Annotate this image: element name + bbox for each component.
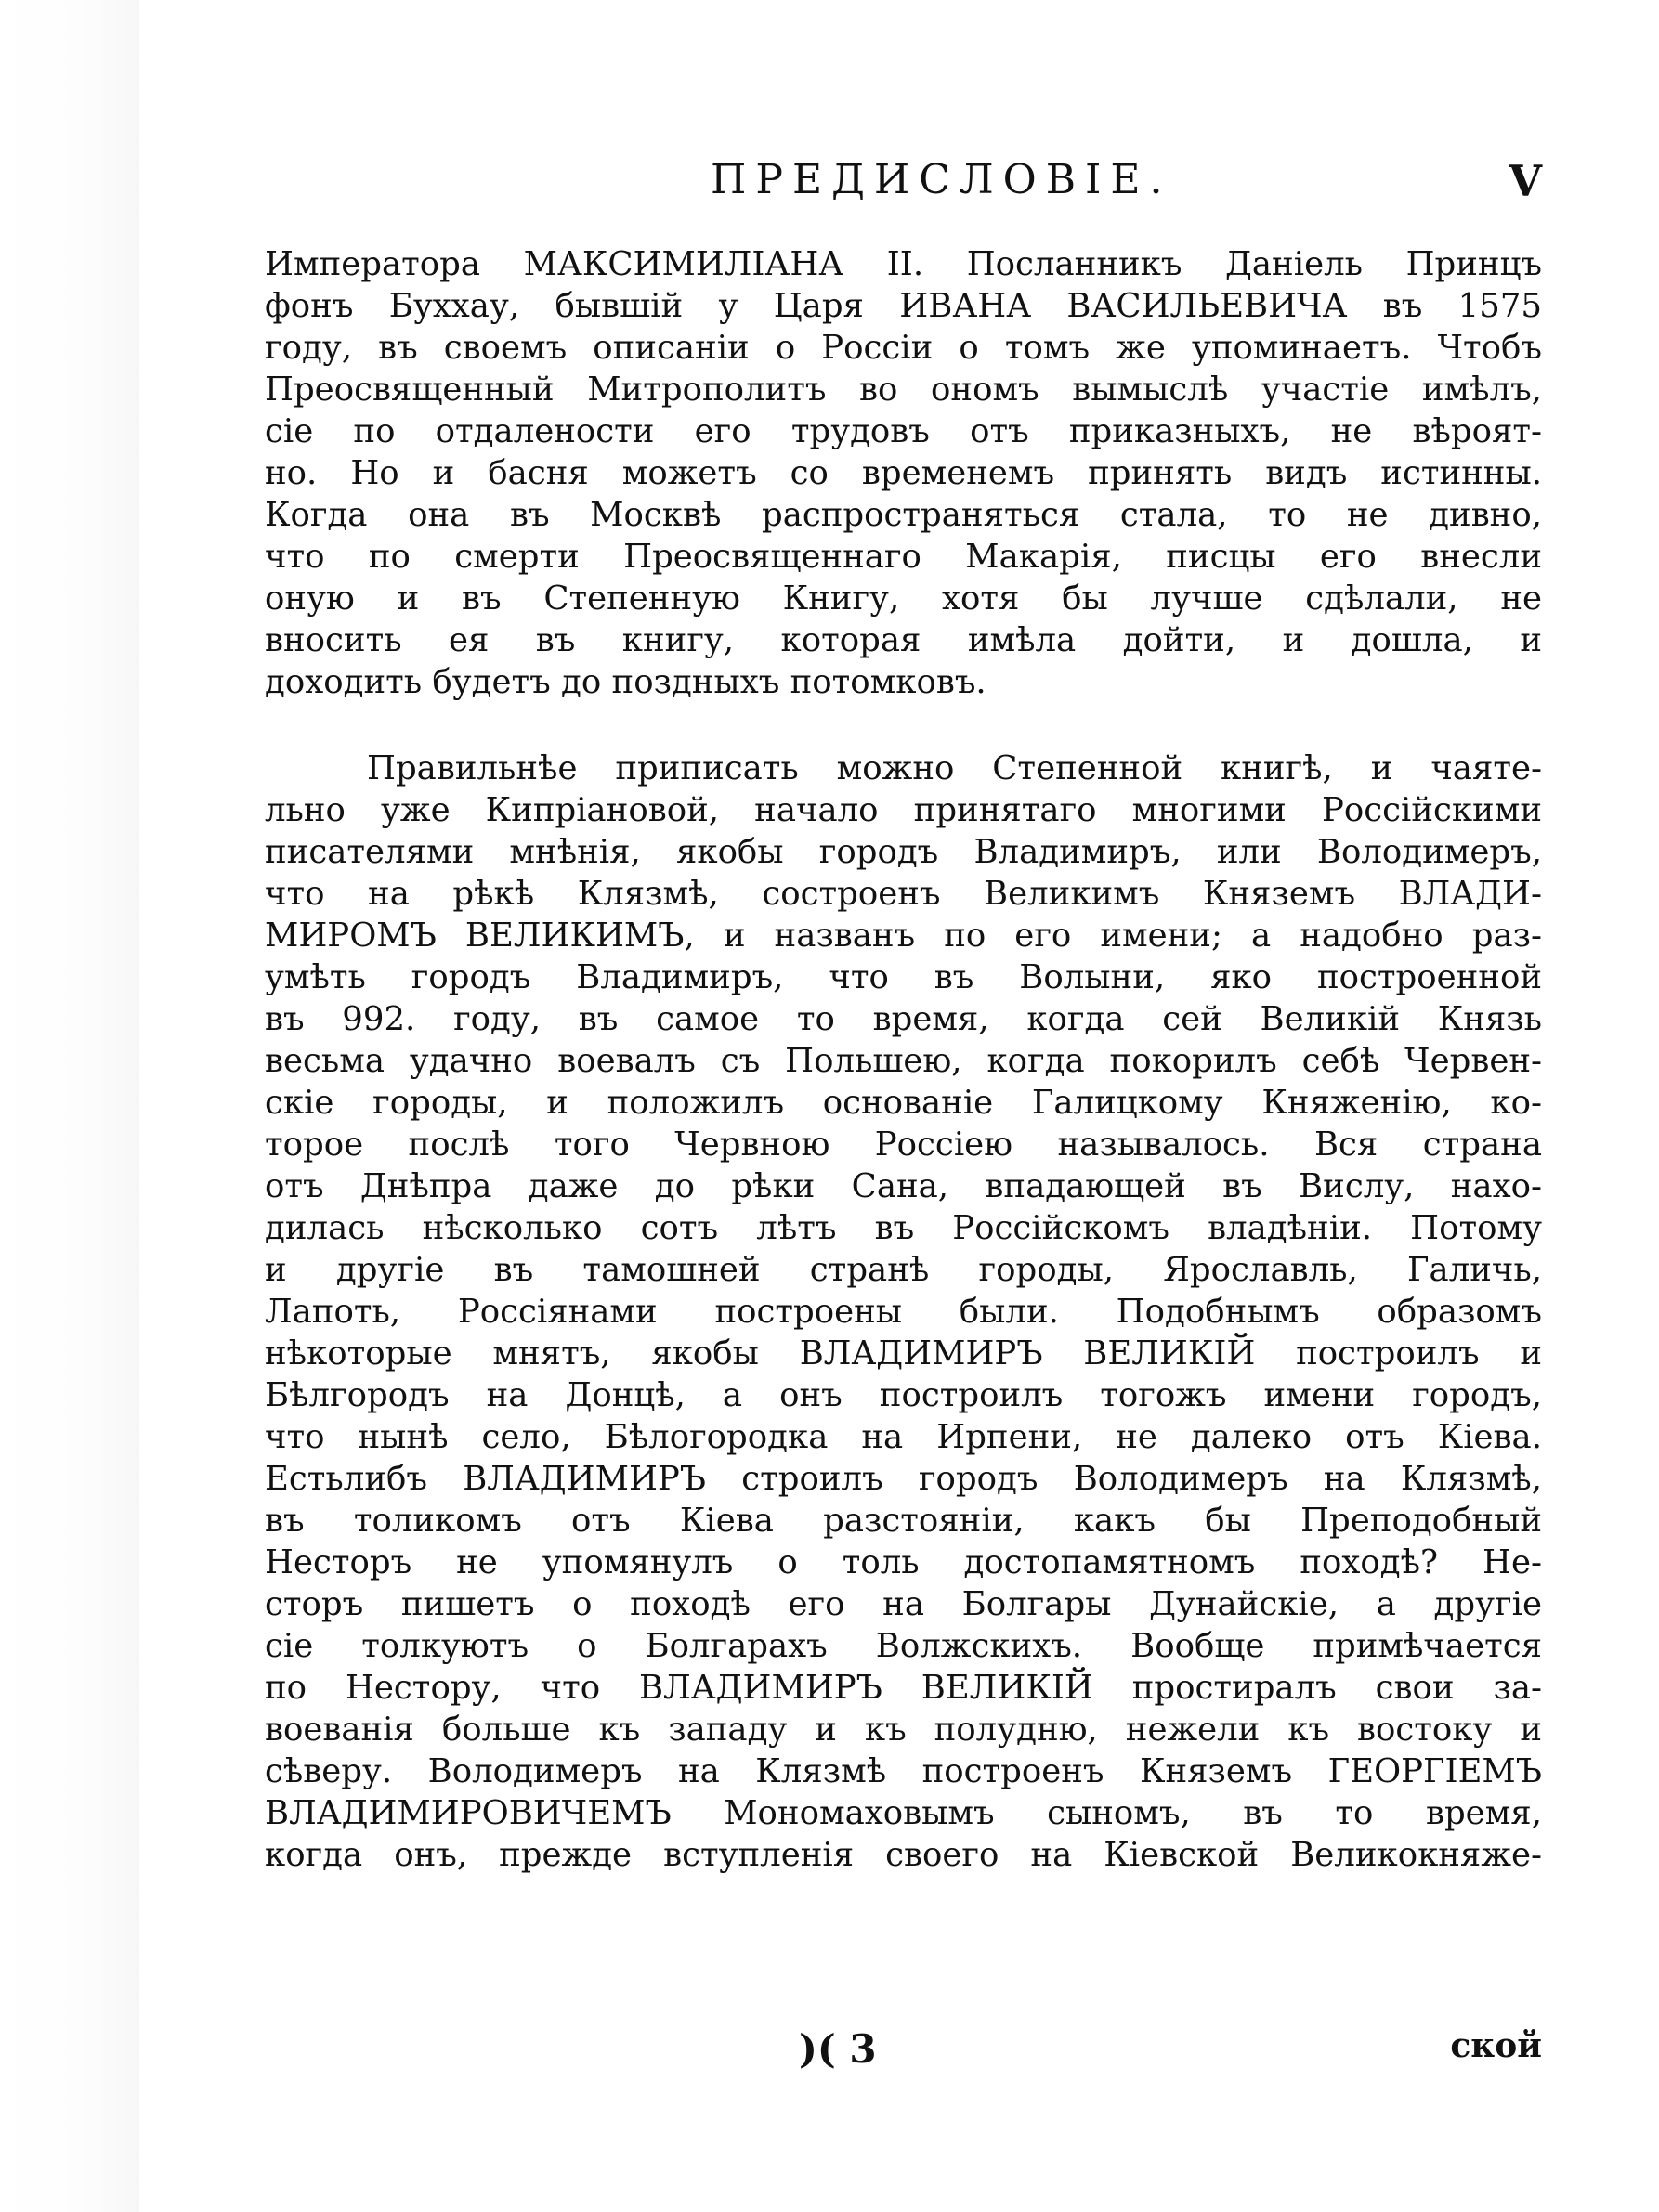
text-line: Императора МАКСИМИЛІАНА II. Посланникъ Даніель Принцъ: [265, 245, 1542, 283]
text-line: Естьлибъ ВЛАДИМИРЪ строилъ городъ Володимеръ на Клязмѣ,: [265, 1460, 1542, 1498]
text-line: Правильнѣе приписать можно Степенной книгѣ, и чаяте-: [367, 749, 1542, 787]
body-text: [265, 243, 1542, 1876]
text-line: льно уже Кипріановой, начало принятаго многими Россійскими: [265, 791, 1542, 829]
text-line: умѣть городъ Владимиръ, что въ Волыни, яко построенной: [265, 958, 1542, 996]
text-line: сѣверу. Володимеръ на Клязмѣ построенъ Княземъ ГЕОРГІЕМЪ: [265, 1752, 1542, 1790]
text-line: сторъ пишетъ о походѣ его на Болгары Дунайскіе, а другіе: [265, 1585, 1542, 1623]
text-line: отъ Днѣпра даже до рѣки Сана, впадающей въ Вислу, нахо-: [265, 1167, 1542, 1205]
page-number: V: [1509, 156, 1542, 206]
catchword: ской: [1450, 2026, 1542, 2065]
text-line: ВЛАДИМИРОВИЧЕМЪ Мономаховымъ сыномъ, въ то время,: [265, 1794, 1542, 1832]
text-line: весьма удачно воевалъ съ Польшею, когда покорилъ себѣ Червен-: [265, 1042, 1542, 1080]
page-footer: [265, 2026, 1542, 2082]
text-line: что нынѣ село, Бѣлогородка на Ирпени, не далеко отъ Кіева.: [265, 1418, 1542, 1456]
text-line: Когда она въ Москвѣ распространяться стала, то не дивно,: [265, 496, 1542, 534]
paragraph-gap: [265, 703, 1542, 748]
running-title: ПРЕДИСЛОВІЕ.: [711, 156, 1172, 203]
text-line: оную и въ Степенную Книгу, хотя бы лучше сдѣлали, не: [265, 579, 1542, 618]
text-line: году, въ своемъ описаніи о Россіи о томъ же упоминаетъ. Чтобъ: [265, 329, 1542, 367]
text-line: Лапоть, Россіянами построены были. Подобнымъ образомъ: [265, 1293, 1542, 1331]
text-line: и другіе въ тамошней странѣ городы, Ярославль, Галичь,: [265, 1251, 1542, 1289]
text-line: дилась нѣсколько сотъ лѣтъ въ Россійскомъ владѣніи. Потому: [265, 1209, 1542, 1247]
text-line: по Нестору, что ВЛАДИМИРЪ ВЕЛИКІЙ простиралъ свои за-: [265, 1669, 1542, 1707]
paragraph-2: [265, 748, 1542, 1876]
text-line: сіе по отдалености его трудовъ отъ приказныхъ, не вѣроят-: [265, 412, 1542, 450]
text-line: что на рѣкѣ Клязмѣ, состроенъ Великимъ Княземъ ВЛАДИ-: [265, 875, 1542, 913]
text-line: Преосвященный Митрополитъ во ономъ вымыслѣ участіе имѣлъ,: [265, 371, 1542, 409]
paragraph-1: [265, 243, 1542, 703]
text-line: Несторъ не упомянулъ о толь достопамятномъ походѣ? Не-: [265, 1543, 1542, 1581]
text-line: но. Но и басня можетъ со временемъ принять видъ истинны.: [265, 454, 1542, 492]
signature-mark: )( 3: [799, 2026, 877, 2072]
text-line: когда онъ, прежде вступленія своего на Кіевской Великокняже-: [265, 1836, 1542, 1874]
text-line: сіе толкуютъ о Болгарахъ Волжскихъ. Вообще примѣчается: [265, 1627, 1542, 1665]
text-line: нѣкоторые мнятъ, якобы ВЛАДИМИРЪ ВЕЛИКІЙ построилъ и: [265, 1334, 1542, 1373]
text-line: МИРОМЪ ВЕЛИКИМЪ, и названъ по его имени; а надобно раз-: [265, 917, 1542, 955]
text-line: вносить ея въ книгу, которая имѣла дойти, и дошла, и: [265, 621, 1542, 659]
text-line: въ толикомъ отъ Кіева разстояніи, какъ бы Преподобный: [265, 1502, 1542, 1540]
text-line: торое послѣ того Червною Россіею называлось. Вся страна: [265, 1126, 1542, 1164]
text-line: въ 992. году, въ самое то время, когда сей Великій Князь: [265, 1000, 1542, 1038]
text-line: писателями мнѣнія, якобы городъ Владимиръ, или Володимеръ,: [265, 833, 1542, 871]
text-line: скіе городы, и положилъ основаніе Галицкому Княженію, ко-: [265, 1084, 1542, 1122]
text-line: Бѣлгородъ на Донцѣ, а онъ построилъ тогожъ имени городъ,: [265, 1376, 1542, 1414]
text-line: фонъ Буххау, бывшій у Царя ИВАНА ВАСИЛЬЕВИЧА въ 1575: [265, 287, 1542, 325]
text-line: воеванія больше къ западу и къ полудню, нежели къ востоку и: [265, 1711, 1542, 1749]
text-line: доходить будетъ до поздныхъ потомковъ.: [265, 663, 986, 701]
scan-margin: [0, 0, 139, 2212]
text-line: что по смерти Преосвященнаго Макарія, писцы его внесли: [265, 538, 1542, 576]
page-header: [260, 156, 1542, 221]
